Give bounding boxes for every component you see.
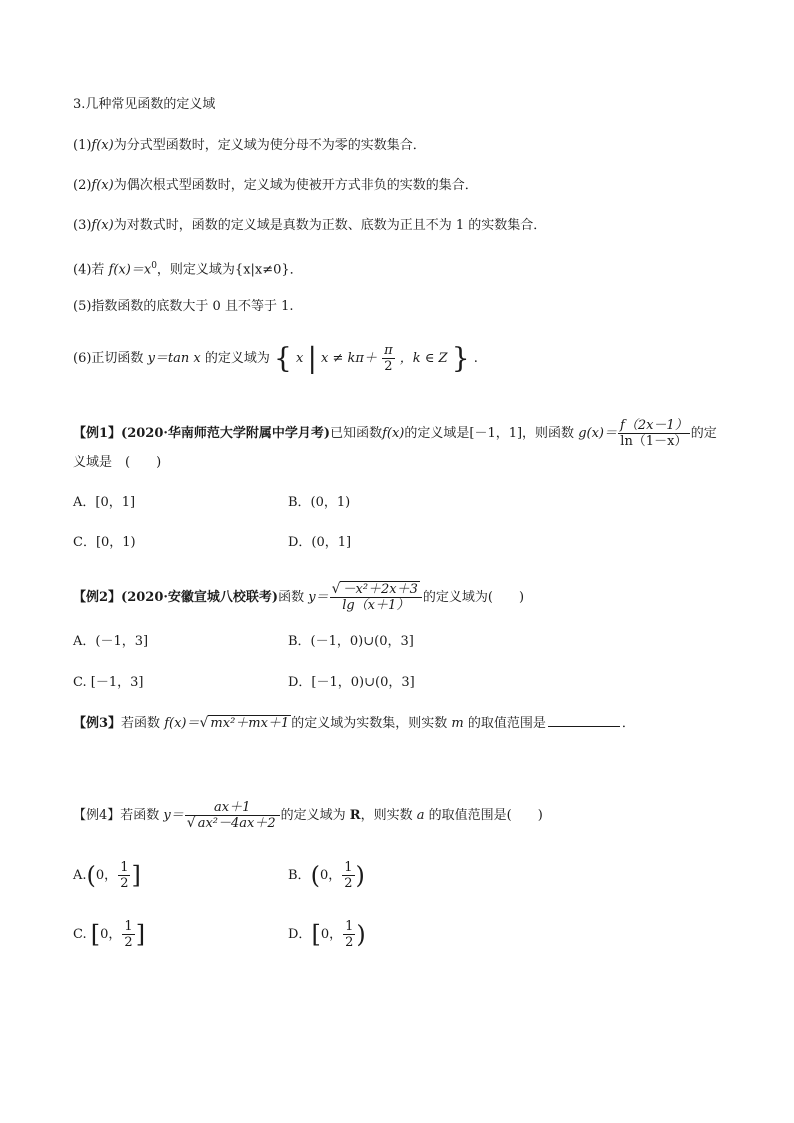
rule-3-fx: f(x): [91, 218, 114, 233]
option-b-num: 1: [344, 860, 353, 875]
example-2-option-c: C. [－1，3]: [73, 675, 144, 690]
example-2-question: [73, 582, 524, 613]
example-1-option-c: C．[0，1): [73, 535, 136, 550]
sqrt-icon: √: [199, 715, 209, 731]
option-d-den: 2: [345, 935, 354, 950]
example-4-t1: 若函数: [120, 808, 164, 823]
example-4-den: ax²－4ax＋2: [197, 816, 276, 831]
rule-1-text: 为分式型函数时，定义域为使分母不为零的实数集合．: [113, 138, 426, 153]
example-4-R: R: [349, 808, 361, 823]
option-d-rbr: ): [356, 920, 366, 949]
example-2-t1: 函数: [278, 590, 309, 605]
set-condition: x ≠ kπ＋: [321, 351, 377, 366]
example-4-t4: 的取值范围是( ): [424, 808, 543, 823]
example-1-tag: 【例1】: [73, 426, 122, 441]
pi-num: π: [384, 343, 393, 358]
option-c-label: C.: [73, 927, 91, 942]
option-b-frac: [342, 860, 354, 891]
option-c-den: 2: [124, 935, 133, 950]
rule-4-exp: 0: [151, 261, 157, 271]
example-4-den-wrap: [185, 815, 280, 831]
example-4-t2: 的定义域为: [280, 808, 350, 823]
rule-1-fx: f(x): [91, 138, 114, 153]
set-bar-icon: |: [307, 341, 317, 375]
example-2-den: lg（x＋1）: [330, 597, 422, 613]
example-1-line2: 义域是 ( ): [73, 455, 162, 470]
example-1-t1: 已知函数: [330, 426, 383, 441]
example-4-options-cd: [73, 919, 366, 950]
example-2-fraction: [330, 582, 422, 613]
option-a-den: 2: [120, 876, 129, 891]
rule-2-text: 为偶次根式型函数时，定义域为使被开方式非负的实数的集合．: [113, 178, 478, 193]
example-3-fx: f(x)＝: [164, 716, 200, 731]
section-heading: 3.几种常见函数的定义域: [73, 97, 216, 112]
rule-3-num: (3): [73, 218, 92, 233]
example-4-options-ab: [73, 860, 365, 891]
option-d-frac: [343, 919, 355, 950]
example-1-fraction: [618, 418, 690, 449]
option-a-rbr: ]: [131, 861, 141, 890]
example-2-source: (2020·安徽宣城八校联考): [121, 590, 279, 605]
rule-6: [73, 343, 478, 374]
example-4-tag: 【例4】: [73, 808, 121, 823]
set-var: x: [295, 351, 304, 366]
example-3-m: m: [451, 716, 464, 731]
rule-5: (5)指数函数的底数大于 0 且不等于 1.: [73, 299, 294, 314]
option-c-frac: [122, 919, 134, 950]
example-1-t2: 的定义域是[－1，1]，则函数: [404, 426, 579, 441]
rule-6-end: .: [473, 351, 478, 366]
example-4-option-a: [73, 860, 141, 891]
rule-4: [73, 257, 303, 279]
option-c-num: 1: [124, 919, 133, 934]
pi-den: 2: [382, 358, 395, 374]
example-4-t3: ，则实数: [360, 808, 417, 823]
option-a-lbr: (: [86, 861, 96, 890]
option-c-lbr: [: [90, 920, 101, 949]
example-2-num-wrap: [330, 582, 422, 597]
example-2-options-cd: [73, 674, 415, 692]
example-3-question: [73, 714, 635, 733]
example-1-option-a: A．[0，1]: [73, 495, 136, 510]
rule-6-y: y＝tan x: [147, 351, 201, 366]
option-b-lbr: (: [310, 861, 320, 890]
example-2-y: y＝: [308, 590, 329, 605]
option-a-zero: 0，: [95, 868, 118, 883]
example-4-num: ax＋1: [214, 800, 251, 815]
example-3-t3: 的取值范围是: [463, 716, 546, 731]
option-a-num: 1: [120, 860, 129, 875]
example-4-y: y＝: [163, 808, 184, 823]
example-2-option-d: D．[－1，0)∪(0，3]: [288, 675, 415, 690]
rule-6-text: 的定义域为: [200, 351, 270, 366]
example-1-question: [73, 418, 717, 449]
option-b-den: 2: [344, 876, 353, 891]
option-d-lbr: [: [311, 920, 321, 949]
example-1-fx: f(x): [382, 426, 405, 441]
rule-6-num: (6)正切函数: [73, 351, 148, 366]
example-1-den: ln（1－x）: [618, 433, 690, 449]
sqrt-icon: √: [331, 581, 341, 597]
example-2-num: －x²＋2x＋3: [342, 582, 418, 597]
option-a-frac: [118, 860, 130, 891]
example-1-options-cd: [73, 534, 352, 552]
example-2-tag: 【例2】: [73, 590, 122, 605]
rule-3-text: 为对数式时，函数的定义域是真数为正数、底数为正且不为 1 的实数集合．: [113, 218, 547, 233]
option-b-rbr: ): [355, 861, 365, 890]
option-c-rbr: ]: [135, 920, 146, 949]
rule-2-num: (2): [73, 178, 92, 193]
answer-blank: [548, 714, 620, 727]
example-3-t2: 的定义域为实数集，则实数: [291, 716, 452, 731]
example-2-option-b: B．(－1，0)∪(0，3]: [288, 634, 414, 649]
rule-4-fx: f(x)＝x: [108, 262, 152, 278]
example-3-radicand: mx²＋mx＋1: [210, 716, 290, 731]
pi-over-two: [382, 343, 395, 374]
example-4-option-c: [73, 919, 146, 950]
example-4-question: [73, 800, 543, 831]
set-k: ，k ∈ Z: [399, 351, 448, 366]
rule-2: [73, 177, 478, 195]
right-brace-icon: }: [451, 341, 470, 375]
rule-4-num: (4)若: [73, 262, 109, 278]
option-a-label: A.: [73, 868, 87, 883]
example-1-option-d: D．(0，1]: [288, 535, 352, 550]
example-2-options-ab: [73, 633, 414, 651]
example-1-option-b: B．(0，1): [288, 495, 351, 510]
example-1-source: (2020·华南师范大学附属中学月考): [121, 426, 331, 441]
example-1-gx: g(x)＝: [578, 426, 618, 441]
option-c-zero: 0，: [100, 927, 122, 942]
example-3-t1: 若函数: [121, 716, 165, 731]
example-4-a: a: [416, 808, 425, 823]
rule-1: [73, 137, 426, 155]
option-b-label: B．: [288, 868, 311, 883]
option-d-label: D．: [288, 927, 312, 942]
sqrt-icon: √: [186, 815, 196, 831]
example-3-tag: 【例3】: [73, 716, 122, 731]
rule-4-text: ，则定义域为{x|x≠0}．: [156, 262, 303, 278]
rule-1-num: (1): [73, 138, 92, 153]
rule-2-fx: f(x): [91, 178, 114, 193]
tan-domain-set: [274, 343, 470, 374]
example-4-option-d: [288, 919, 366, 950]
example-2-option-a: A．(－1，3]: [73, 634, 149, 649]
example-1-t3: 的定: [690, 426, 717, 441]
option-d-num: 1: [345, 919, 354, 934]
example-4-fraction: [185, 800, 280, 831]
option-d-zero: 0，: [320, 927, 343, 942]
option-b-zero: 0，: [319, 868, 342, 883]
rule-3: [73, 217, 546, 235]
left-brace-icon: {: [274, 341, 292, 375]
example-4-option-b: [288, 860, 365, 891]
example-3-end: ．: [621, 716, 635, 731]
example-2-t2: 的定义域为( ): [422, 590, 525, 605]
example-1-options-ab: [73, 494, 351, 512]
example-1-num: f（2x－1）: [620, 418, 688, 433]
